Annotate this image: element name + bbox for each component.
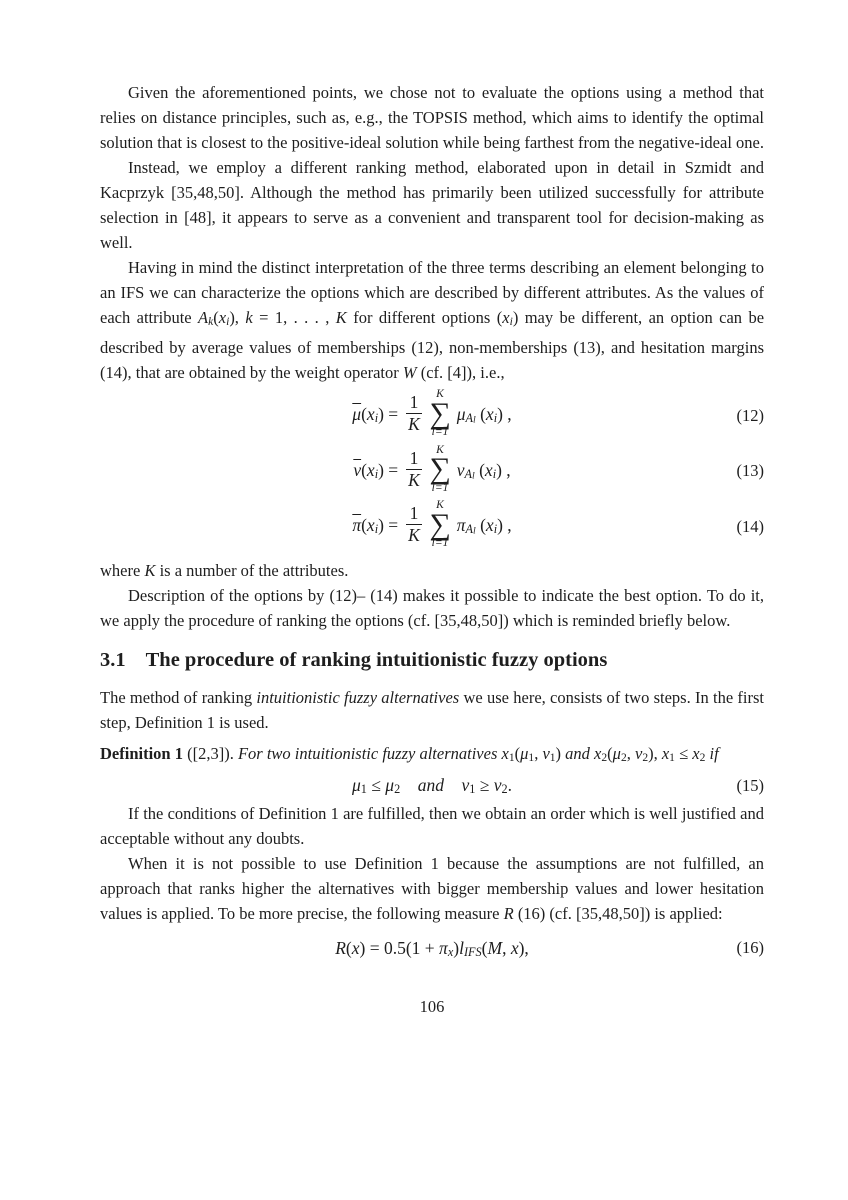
equation-13-number: (13) (736, 461, 764, 481)
equation-14-math: $\overline{\pi}(xi)$ = $\frac{1}{K}$ K ∑ l=1 πAl (xi) , (352, 499, 512, 550)
equation-16 (100, 938, 764, 960)
equation-15 (100, 775, 764, 797)
equation-12-math: $\overline{\mu}(xi)$ = $\frac{1}{K}$ K ∑ l=1 μAl (xi) , (352, 388, 512, 439)
equation-12 (100, 388, 764, 441)
paragraph-ifs-attributes: Having in mind the distinct interpretation of the three terms describing an element belonging to an IFS we can characterize the options which are described by different attributes. As the values of each attribute Ak(xi), k = 1, . . . , K for different options (xi) may be different, an option can be described by average values of memberships (12), non-memberships (13), and hesitation margins (14), that are obtained by the weight operator W (cf. [4]), i.e., (100, 258, 765, 383)
fraction: $\frac{1}{K}$ (406, 449, 423, 491)
equation-16-math: R(x) = 0.5(1 + πx)lIFS(M, x), (335, 937, 529, 959)
page-footer (100, 997, 764, 1017)
fraction: $\frac{1}{K}$ (406, 504, 423, 546)
summation-operator: K ∑ l=1 (429, 443, 451, 494)
section-number: 3.1 (100, 648, 126, 671)
equation-16-number: (16) (736, 938, 764, 958)
equation-15-number: (15) (736, 775, 764, 795)
page-number: 106 (419, 997, 445, 1017)
equation-14 (100, 499, 764, 552)
section-heading (100, 647, 764, 673)
equation-12-number: (12) (736, 405, 764, 425)
paragraph-where-k: where K is a number of the attributes. (100, 560, 349, 580)
summation-operator: K ∑ l=1 (429, 499, 451, 550)
equation-13 (100, 443, 764, 497)
paragraph-description-options: Description of the options by (12)– (14) makes it possible to indicate the best option. To do it, we apply the procedure of ranking the options (cf. [35,48,50]) which is reminded briefly below. (100, 585, 764, 630)
fraction: $\frac{1}{K}$ (406, 393, 423, 435)
paragraph-ranking-method: Instead, we employ a different ranking method, elaborated upon in detail in Szmidt and Kacprzyk [35,48,50]. Although the method has primarily been utilized successfully for attribute selection in [48], it appears to serve as a convenient and transparent tool for decision-making as well. (100, 158, 764, 252)
paragraph-topsis: Given the aforementioned points, we chose not to evaluate the options using a method that relies on distance principles, such as, e.g., the TOPSIS method, which aims to identify the optimal solution that is closest to the positive-ideal solution while being farthest from the negative-ideal one. (100, 83, 764, 152)
equation-14-number: (14) (736, 516, 764, 536)
equation-15-math: μ1 ≤ μ2 and ν1 ≥ ν2. (352, 774, 512, 796)
equation-13-math: $\overline{\nu}(xi)$ = $\frac{1}{K}$ K ∑ l=1 νAl (xi) , (353, 443, 511, 494)
paragraph-measure-r: When it is not possible to use Definition 1 because the assumptions are not fulfilled, an approach that ranks higher the alternatives with bigger membership values and lower hesitation values is applied. To be more precise, the following measure R (16) (cf. [35,48,50]) is applied: (100, 853, 764, 923)
definition-1: Definition 1 ([2,3]). For two intuitionistic fuzzy alternatives x1(μ1, ν1) and x2(μ2, ν2), x1 ≤ x2 if (100, 743, 719, 764)
section-title: The procedure of ranking intuitionistic fuzzy options (145, 648, 608, 671)
paragraph-method-intro: The method of ranking intuitionistic fuzzy alternatives we use here, consists of two steps. In the first step, Definition 1 is used. (100, 687, 764, 732)
summation-operator: K ∑ l=1 (429, 388, 451, 439)
paragraph-conditions-fulfilled: If the conditions of Definition 1 are fulfilled, then we obtain an order which is well justified and acceptable without any doubts. (100, 803, 764, 848)
